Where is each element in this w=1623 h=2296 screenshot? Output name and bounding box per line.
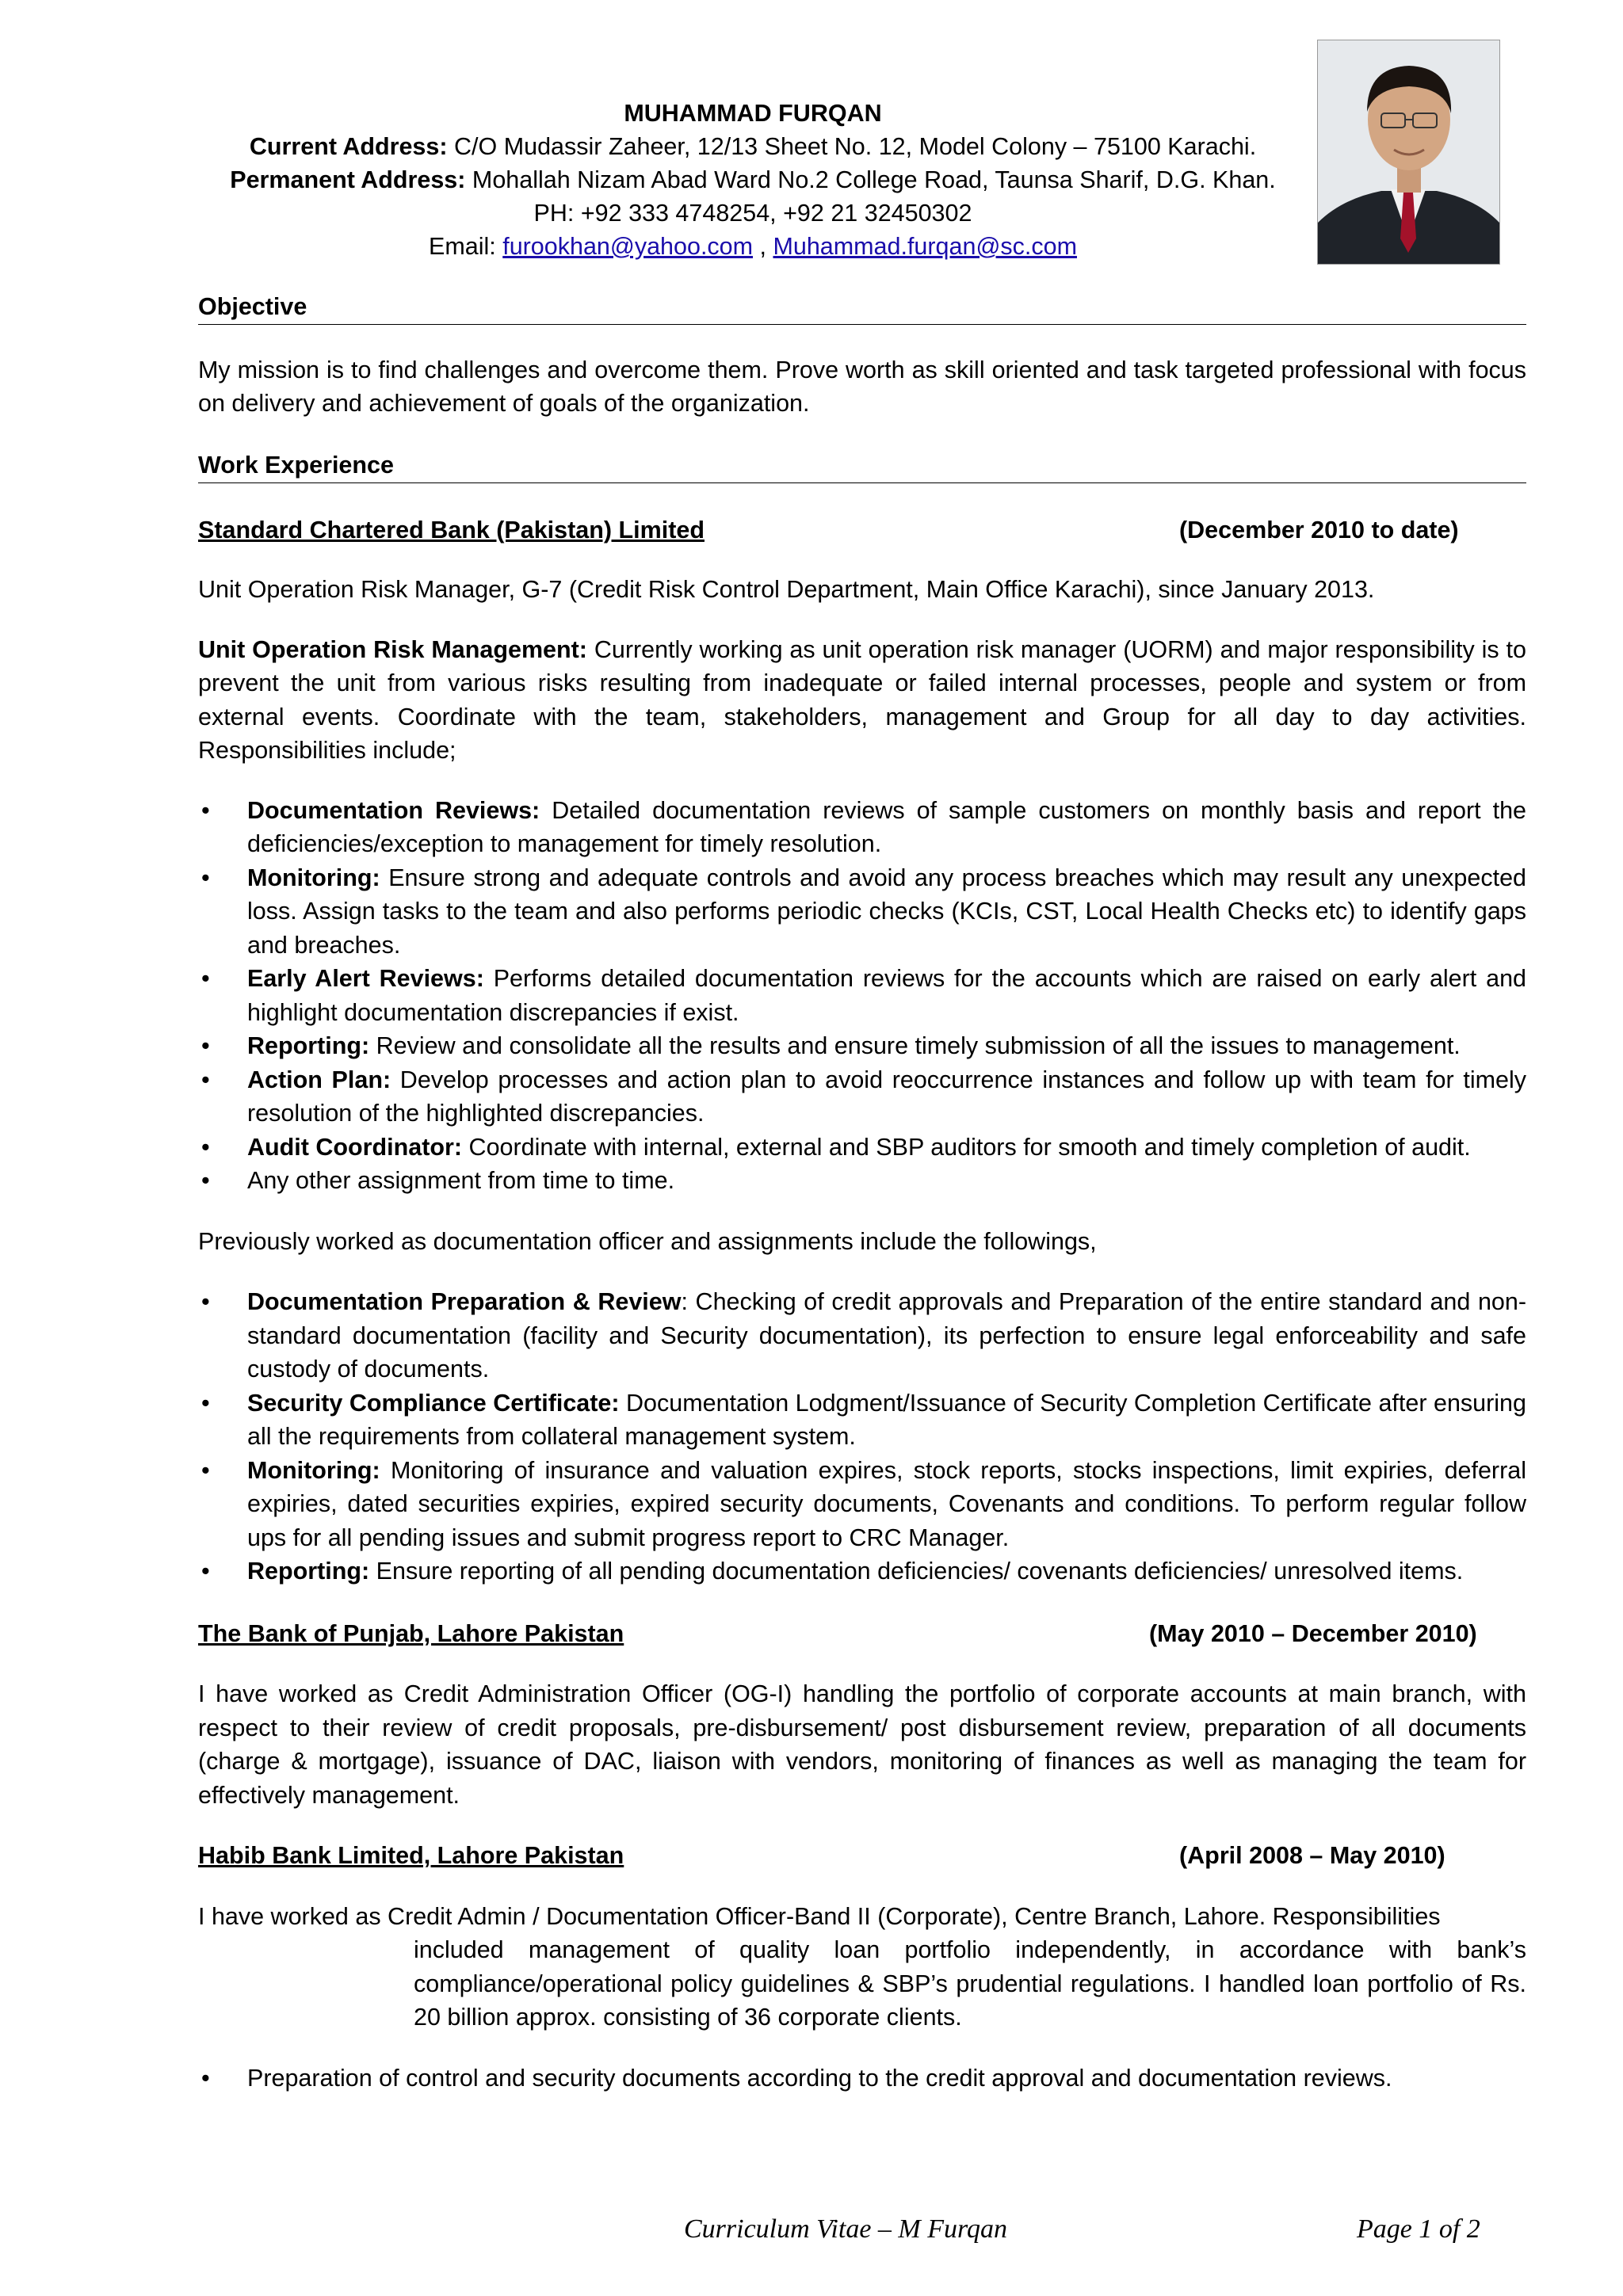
job-header <box>198 513 1526 547</box>
job-organization: The Bank of Punjab, Lahore Pakistan <box>198 1619 624 1647</box>
bullet-icon: • <box>201 1167 210 1194</box>
list-item-label: Early Alert Reviews: <box>247 965 484 992</box>
list-item-label: Documentation Reviews: <box>247 796 540 824</box>
job-date: (April 2008 – May 2010) <box>1179 1842 1445 1869</box>
job-date: (December 2010 to date) <box>1179 516 1459 543</box>
bullet-icon: • <box>201 796 210 824</box>
previous-role-intro: Previously worked as documentation officer and assignments include the followings, <box>198 1227 1097 1255</box>
bullet-icon: • <box>201 1032 210 1059</box>
list-item-text: Coordinate with internal, external and SBP auditors for smooth and timely completion of audit. <box>462 1133 1471 1161</box>
job-summary <box>198 633 1526 768</box>
email-line <box>198 230 1308 263</box>
work-experience-title: Work Experience <box>198 448 1526 483</box>
list-item-text: Monitoring of insurance and valuation expires, stock reports, stocks inspections, limit expiries, deferral expiries, dated securities expiries, expired security documents, Covenants and conditions. To perform regular follow ups for all pending issues and submit progress report to CRC Manager. <box>247 1456 1526 1551</box>
list-item <box>198 1386 1526 1454</box>
responsibility-list <box>198 794 1526 1198</box>
list-item-label: Action Plan: <box>247 1066 391 1093</box>
list-item-label: Reporting: <box>247 1032 370 1059</box>
list-item-text: Documentation Lodgment/Issuance of Security Completion Certificate after ensuring all the requirements from collateral management system. <box>247 1389 1526 1450</box>
list-item-text: : Checking of credit approvals and Preparation of the entire standard and non-standard documentation (facility and Security documentation), its perfection to ensure legal enforceability and safe custody of documents. <box>247 1288 1527 1383</box>
bullet-icon: • <box>201 1066 210 1093</box>
job-header <box>198 1617 1526 1651</box>
list-item <box>198 1285 1526 1386</box>
list-item <box>198 1454 1526 1555</box>
bullet-icon: • <box>201 1389 210 1417</box>
job-organization: Standard Chartered Bank (Pakistan) Limited <box>198 516 705 543</box>
list-item <box>198 1164 1526 1198</box>
list-item-label: Security Compliance Certificate: <box>247 1389 620 1417</box>
list-item-label: Monitoring: <box>247 1456 380 1484</box>
list-item-text: Any other assignment from time to time. <box>247 1167 675 1194</box>
permanent-address <box>198 163 1308 196</box>
permanent-address-label: Permanent Address: <box>230 166 466 193</box>
job-organization: Habib Bank Limited, Lahore Pakistan <box>198 1842 624 1869</box>
job-description-continued: included management of quality loan portfolio independently, in accordance with bank’s compliance/operational policy guidelines & SBP’s prudential regulations. I handled loan portfolio of Rs. 20 billion approx. consisting of 36 corporate clients. <box>414 1936 1526 2031</box>
list-item <box>198 1063 1526 1131</box>
email-link-sc[interactable]: Muhammad.furqan@sc.com <box>773 233 1077 260</box>
objective-text: My mission is to find challenges and overcome them. Prove worth as skill oriented and task targeted professional with focus on delivery and achievement of goals of the organization. <box>198 356 1526 417</box>
job-header <box>198 1839 1526 1873</box>
job-role: Unit Operation Risk Manager, G-7 (Credit Risk Control Department, Main Office Karachi), since January 2013. <box>198 576 1375 603</box>
bullet-icon: • <box>201 1133 210 1161</box>
list-item-text: Detailed documentation reviews of sample customers on monthly basis and report the deficiencies/exception to management for timely resolution. <box>247 796 1526 857</box>
job-date: (May 2010 – December 2010) <box>1149 1619 1477 1647</box>
list-item-label: Audit Coordinator: <box>247 1133 463 1161</box>
list-item <box>198 861 1526 963</box>
objective-title: Objective <box>198 290 1526 325</box>
list-item-label: Monitoring: <box>247 864 380 891</box>
list-item <box>198 794 1526 861</box>
current-address-text: C/O Mudassir Zaheer, 12/13 Sheet No. 12, Model Colony – 75100 Karachi. <box>447 133 1257 160</box>
objective-section <box>198 290 1526 421</box>
list-item <box>198 1554 1526 1589</box>
job-summary-label: Unit Operation Risk Management: <box>198 635 587 663</box>
phone-numbers: PH: +92 333 4748254, +92 21 32450302 <box>533 200 972 227</box>
job-description <box>198 1900 1526 2035</box>
candidate-name: MUHAMMAD FURQAN <box>624 100 882 127</box>
email-link-yahoo[interactable]: furookhan@yahoo.com <box>502 233 754 260</box>
previous-responsibility-list <box>198 1285 1526 1589</box>
job-description: I have worked as Credit Administration Officer (OG-I) handling the portfolio of corporate accounts at main branch, with respect to their review of credit proposals, pre-disbursement/ post disbursement review, preparation of all documents (charge & mortgage), issuance of DAC, liaison with vendors, monitoring of finances as well as managing the team for effectively management. <box>198 1680 1526 1809</box>
list-item-text: Ensure strong and adequate controls and avoid any process breaches which may result any unexpected loss. Assign tasks to the team and also performs periodic checks (KCIs, CST, Local Health Checks etc) to identify gaps and breaches. <box>247 864 1526 959</box>
list-item-label: Reporting: <box>247 1558 370 1585</box>
list-item-text: Preparation of control and security documents according to the credit approval and documentation reviews. <box>247 2064 1392 2092</box>
list-item <box>198 2061 1526 2096</box>
list-item-text: Performs detailed documentation reviews for the accounts which are raised on early alert and highlight documentation discrepancies if exist. <box>247 965 1526 1026</box>
current-address <box>198 130 1308 163</box>
page-number: Page 1 of 2 <box>1357 2214 1480 2244</box>
bullet-icon: • <box>201 2064 210 2092</box>
list-item <box>198 1131 1526 1165</box>
email-separator: , <box>753 233 773 260</box>
list-item <box>198 962 1526 1029</box>
footer-title: Curriculum Vitae – M Furqan <box>684 2214 1007 2244</box>
list-item-label: Documentation Preparation & Review <box>247 1288 682 1315</box>
bullet-icon: • <box>201 1456 210 1484</box>
current-address-label: Current Address: <box>249 133 448 160</box>
list-item-text: Ensure reporting of all pending documentation deficiencies/ covenants deficiencies/ unresolved items. <box>369 1558 1464 1585</box>
bullet-icon: • <box>201 864 210 891</box>
bullet-icon: • <box>201 965 210 992</box>
permanent-address-text: Mohallah Nizam Abad Ward No.2 College Road, Taunsa Sharif, D.G. Khan. <box>465 166 1276 193</box>
bullet-icon: • <box>201 1288 210 1315</box>
profile-photo <box>1317 40 1500 265</box>
bullet-icon: • <box>201 1558 210 1585</box>
email-label: Email: <box>429 233 503 260</box>
work-experience-section <box>198 448 1526 2095</box>
job-summary-text: Currently working as unit operation risk manager (UORM) and major responsibility is to prevent the unit from various risks resulting from inadequate or failed internal processes, people and system or from external events. Coordinate with the team, stakeholders, management and Group for all day to day activities. Responsibilities include; <box>198 635 1526 764</box>
list-item <box>198 1029 1526 1063</box>
responsibility-list <box>198 2061 1526 2096</box>
job-description-first-line: I have worked as Credit Admin / Documentation Officer-Band II (Corporate), Centre Branch, Lahore. Responsibilities <box>198 1902 1441 1930</box>
contact-header <box>198 97 1308 263</box>
list-item-text: Review and consolidate all the results and ensure timely submission of all the issues to management. <box>369 1032 1461 1059</box>
list-item-text: Develop processes and action plan to avoid reoccurrence instances and follow up with team for timely resolution of the highlighted discrepancies. <box>247 1066 1526 1127</box>
